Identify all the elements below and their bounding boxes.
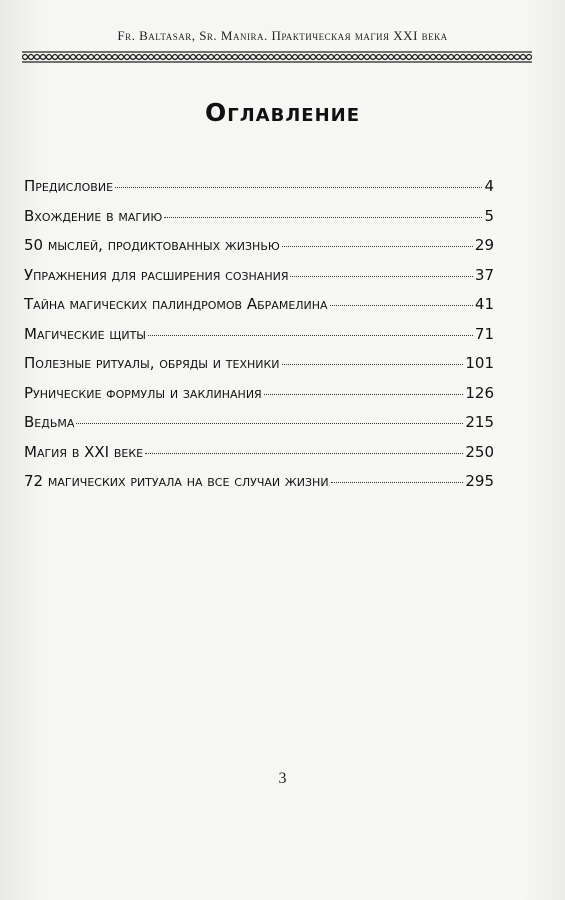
dot-leader — [76, 423, 463, 424]
toc-entry — [24, 443, 494, 473]
table-of-contents — [24, 177, 494, 502]
toc-entry-page: 71 — [474, 324, 494, 343]
toc-entry-page: 215 — [465, 413, 494, 431]
dot-leader — [290, 276, 472, 277]
toc-entry — [24, 472, 494, 502]
toc-entry-title: Вхождение в магию — [24, 206, 163, 225]
toc-entry-title: 72 магических ритуала на все случаи жизни — [24, 472, 329, 490]
toc-entry-page: 295 — [465, 472, 494, 490]
toc-entry — [24, 384, 494, 414]
dot-leader — [282, 364, 464, 365]
toc-entry — [24, 236, 494, 266]
page-number: 3 — [278, 770, 287, 787]
toc-entry — [24, 295, 494, 325]
dot-leader — [115, 187, 482, 188]
toc-entry-title: Предисловие — [24, 177, 114, 195]
toc-entry — [24, 266, 494, 296]
dot-leader — [164, 217, 482, 218]
toc-entry-title: Рунические формулы и заклинания — [24, 383, 262, 402]
toc-entry-title: Магические щиты — [24, 324, 147, 343]
toc-entry-title: Ведьма — [24, 413, 75, 431]
toc-entry — [24, 325, 494, 355]
toc-entry-page: 5 — [484, 206, 494, 225]
dot-leader — [330, 305, 473, 306]
toc-entry-page: 250 — [465, 442, 494, 461]
toc-entry — [24, 354, 494, 384]
toc-entry-page: 126 — [465, 383, 494, 402]
dot-leader — [282, 246, 473, 247]
toc-entry-title: Упражнения для расширения сознания — [24, 265, 289, 284]
toc-entry — [24, 413, 494, 443]
toc-entry-page: 41 — [474, 295, 494, 313]
dot-leader — [331, 482, 464, 483]
toc-entry-title: 50 мыслей, продиктованных жизнью — [24, 236, 280, 254]
toc-entry-title: Полезные ритуалы, обряды и техники — [24, 354, 280, 372]
dot-leader — [264, 394, 464, 395]
toc-entry-title: Магия в XXI веке — [24, 442, 144, 461]
page-title: Оглавление — [205, 98, 360, 127]
running-head: Fr. Baltasar, Sr. Manira. Практическая магия XXI века — [117, 28, 448, 43]
toc-entry — [24, 177, 494, 207]
toc-entry-page: 29 — [474, 236, 494, 254]
toc-entry-page: 101 — [465, 354, 494, 372]
dot-leader — [148, 335, 473, 336]
toc-entry-page: 4 — [484, 177, 494, 195]
dot-leader — [145, 453, 463, 454]
toc-entry — [24, 207, 494, 237]
toc-entry-title: Тайна магических палиндромов Абрамелина — [24, 295, 328, 313]
toc-entry-page: 37 — [474, 265, 494, 284]
decorative-border-ornament — [22, 50, 532, 64]
